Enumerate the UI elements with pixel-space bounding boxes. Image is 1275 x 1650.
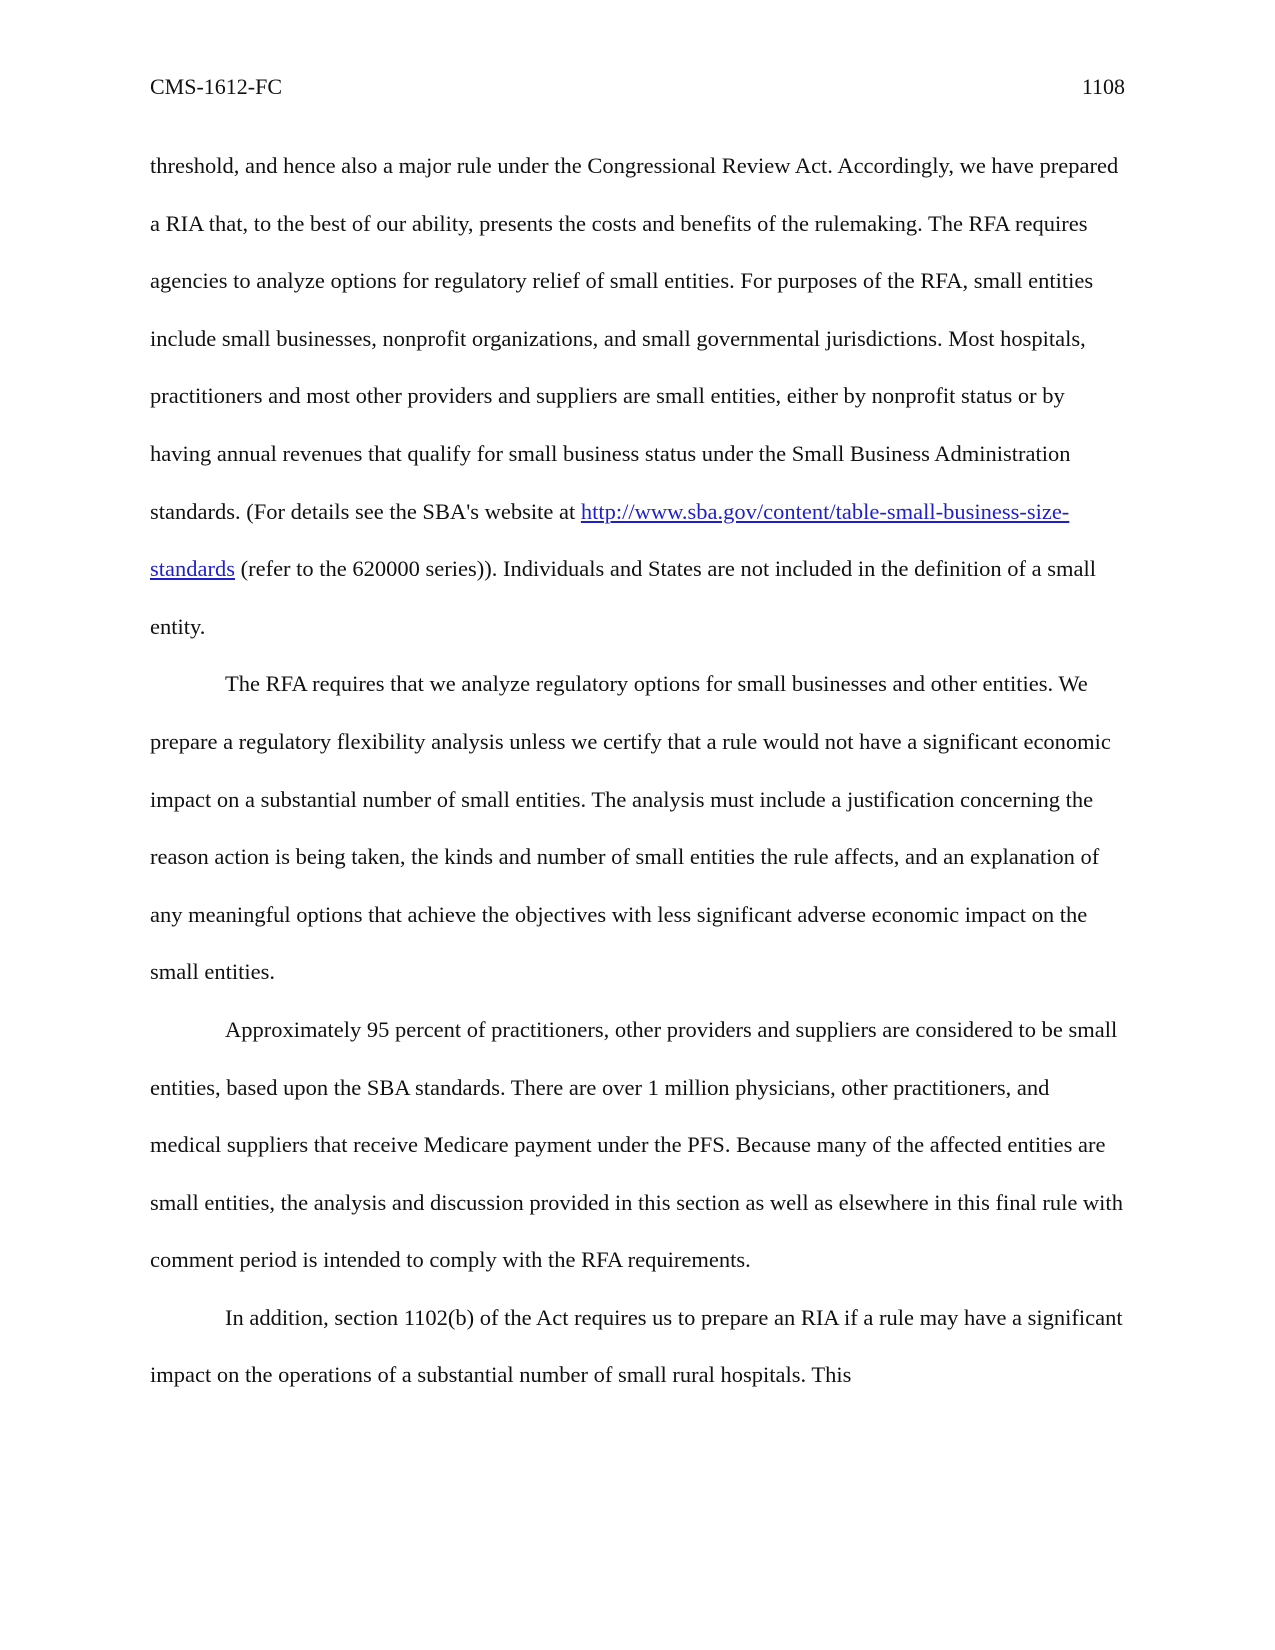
sba-size-standards-link[interactable]: http://www.sba.gov/content/table-small-business-size-standards [150,498,1070,582]
body-text [150,137,1125,1404]
document-id: CMS-1612-FC [150,74,283,99]
page-header [150,72,1125,102]
page-number: 1108 [1081,74,1125,99]
paragraph-1-text-after-link: (refer to the 620000 series)). Individuals and States are not included in the definition of a small entity. [150,556,1096,639]
paragraph-3: Approximately 95 percent of practitioners, other providers and suppliers are considered to be small entities, based upon the SBA standards. There are over 1 million physicians, other practitioners, and medical suppliers that receive Medicare payment under the PFS. Because many of the affected entities are small entities, the analysis and discussion provided in this section as well as elsewhere in this final rule with comment period is intended to comply with the RFA requirements. [150,1016,1123,1273]
paragraph-1-text-before-link: threshold, and hence also a major rule under the Congressional Review Act. Accordingly, we have prepared a RIA that, to the best of our ability, presents the costs and benefits of the rulemaking. The RFA requires agencies to analyze options for regulatory relief of small entities. For purposes of the RFA, small entities include small businesses, nonprofit organizations, and small governmental jurisdictions. Most hospitals, practitioners and most other providers and suppliers are small entities, either by nonprofit status or by having annual revenues that qualify for small business status under the Small Business Administration standards. (For details see the SBA's website at [150,153,1119,524]
paragraph-1 [150,137,1125,655]
paragraph-4: In addition, section 1102(b) of the Act requires us to prepare an RIA if a rule may have a significant impact on the operations of a substantial number of small rural hospitals. This [150,1304,1123,1388]
paragraph-2: The RFA requires that we analyze regulatory options for small businesses and other entities. We prepare a regulatory flexibility analysis unless we certify that a rule would not have a significant economic impact on a substantial number of small entities. The analysis must include a justification concerning the reason action is being taken, the kinds and number of small entities the rule affects, and an explanation of any meaningful options that achieve the objectives with less significant adverse economic impact on the small entities. [150,671,1111,985]
